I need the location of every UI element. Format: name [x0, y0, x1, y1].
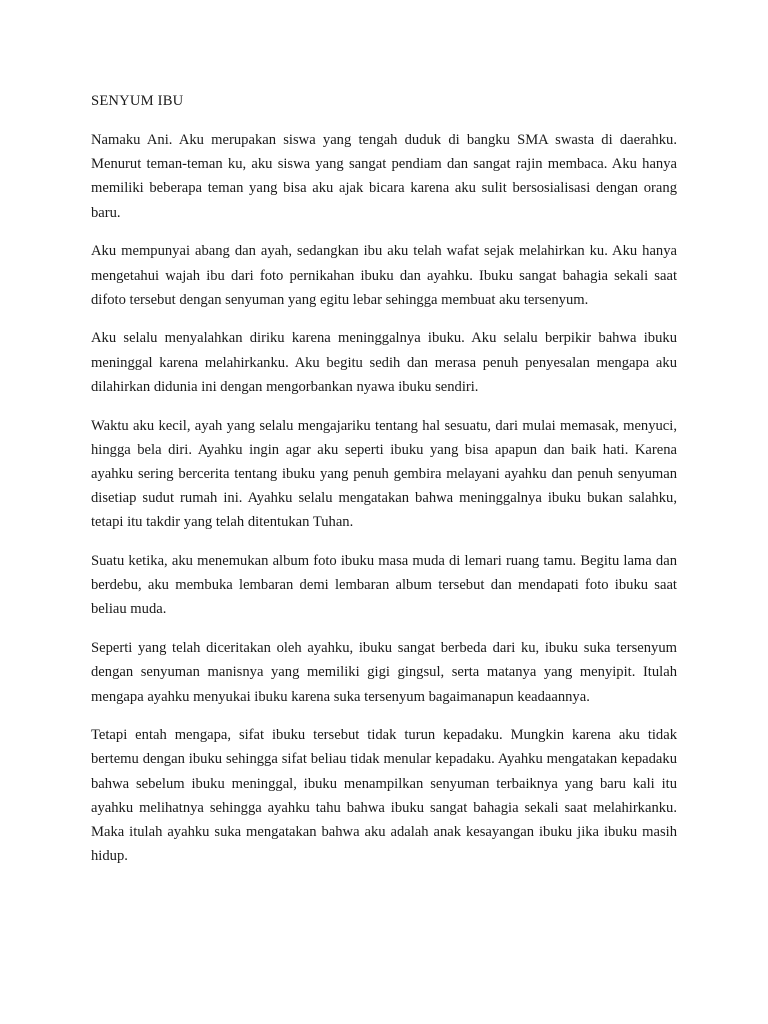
- document-page: [91, 88, 677, 883]
- paragraph-7: Tetapi entah mengapa, sifat ibuku tersebut tidak turun kepadaku. Mungkin karena aku tidak bertemu dengan ibuku sehingga sifat beliau tidak menular kepadaku. Ayahku mengatakan kepadaku bahwa sebelum ibuku meninggal, ibuku menampilkan senyuman terbaiknya yang baru kali itu ayahku melihatnya sehingga ayahku tahu bahwa ibuku sangat bahagia sekali saat melahirkanku. Maka itulah ayahku suka mengatakan bahwa aku adalah anak kesayangan ibuku jika ibuku masih hidup.: [91, 727, 677, 865]
- paragraph-5: Suatu ketika, aku menemukan album foto ibuku masa muda di lemari ruang tamu. Begitu lama dan berdebu, aku membuka lembaran demi lembaran album tersebut dan mendapati foto ibuku saat beliau muda.: [91, 553, 677, 618]
- paragraph-3: Aku selalu menyalahkan diriku karena meninggalnya ibuku. Aku selalu berpikir bahwa ibuku meninggal karena melahirkanku. Aku begitu sedih dan merasa penuh penyesalan mengapa aku dilahirkan didunia ini dengan mengorbankan nyawa ibuku sendiri.: [91, 330, 677, 395]
- paragraph-6: Seperti yang telah diceritakan oleh ayahku, ibuku sangat berbeda dari ku, ibuku suka tersenyum dengan senyuman manisnya yang memiliki gigi gingsul, serta matanya yang menyipit. Itulah mengapa ayahku menyukai ibuku karena suka tersenyum bagaimanapun keadaannya.: [91, 640, 677, 705]
- paragraph-1: Namaku Ani. Aku merupakan siswa yang tengah duduk di bangku SMA swasta di daerahku. Menurut teman-teman ku, aku siswa yang sangat pendiam dan sangat rajin membaca. Aku hanya memiliki beberapa teman yang bisa aku ajak bicara karena aku sulit bersosialisasi dengan orang baru.: [91, 132, 677, 221]
- document-title: SENYUM IBU: [91, 93, 184, 109]
- paragraph-4: Waktu aku kecil, ayah yang selalu mengajariku tentang hal sesuatu, dari mulai memasak, menyuci, hingga bela diri. Ayahku ingin agar aku seperti ibuku yang bisa apapun dan baik hati. Karena ayahku sering bercerita tentang ibuku yang penuh gembira melayani ayahku dan penuh senyuman disetiap sudut rumah ini. Ayahku selalu mengatakan bahwa meninggalnya ibuku bukan salahku, tetapi itu takdir yang telah ditentukan Tuhan.: [91, 417, 677, 531]
- paragraph-2: Aku mempunyai abang dan ayah, sedangkan ibu aku telah wafat sejak melahirkan ku. Aku hanya mengetahui wajah ibu dari foto pernikahan ibuku dan ayahku. Ibuku sangat bahagia sekali saat difoto tersebut dengan senyuman yang egitu lebar sehingga membuat aku tersenyum.: [91, 243, 677, 308]
